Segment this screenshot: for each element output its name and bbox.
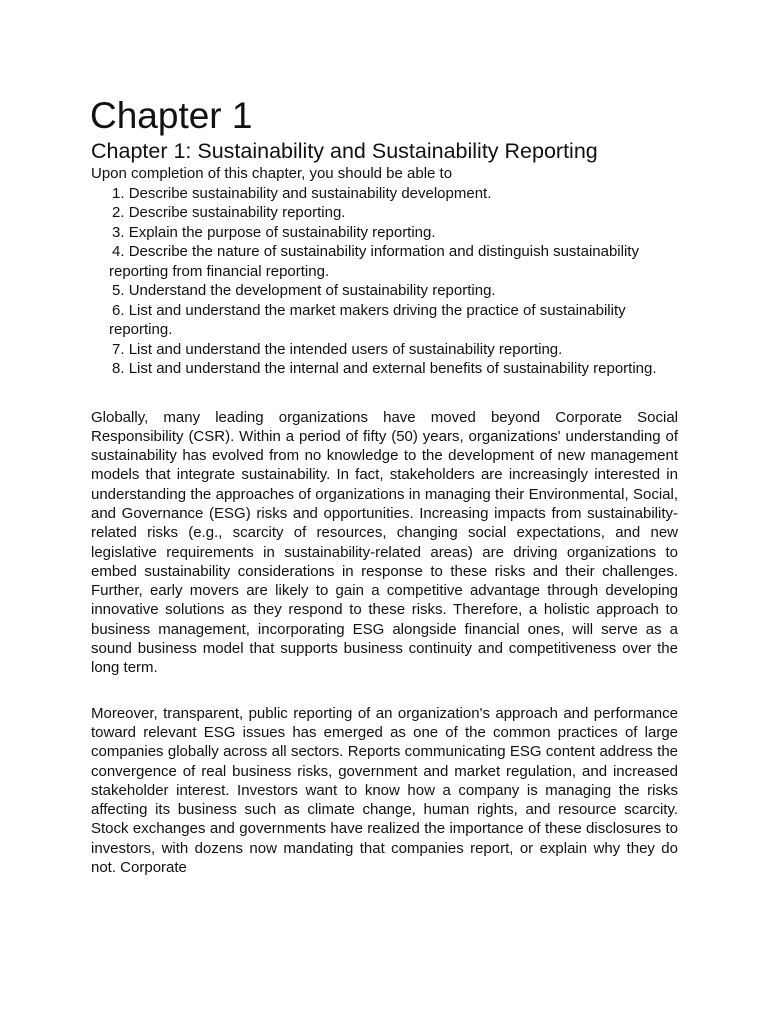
objective-number: 3.: [112, 223, 125, 241]
objective-text: List and understand the market makers driving the practice of sustainability reporting.: [109, 301, 626, 338]
objective-item: [109, 301, 678, 340]
objectives-intro: Upon completion of this chapter, you should be able to: [91, 165, 453, 182]
objective-item: [109, 340, 678, 360]
objective-text: Understand the development of sustainability reporting.: [128, 282, 496, 299]
chapter-subtitle: Chapter 1: Sustainability and Sustainability Reporting: [91, 139, 598, 163]
objective-text: List and understand the intended users of sustainability reporting.: [128, 340, 563, 358]
objective-number: 8.: [112, 360, 125, 377]
chapter-title: Chapter 1: [90, 95, 253, 136]
objective-number: 6.: [112, 301, 125, 319]
objective-number: 5.: [112, 282, 125, 299]
body-paragraph: Moreover, transparent, public reporting of an organization's approach and performance toward relevant ESG issues has emerged as one of the common practices of large companies globally across all sectors. Reports communicating ESG content address the convergence of real business risks, government and market regulation, and increased stakeholder interest. Investors want to know how a company is managing the risks affecting its business such as climate change, human rights, and resource scarcity. Stock exchanges and governments have realized the importance of these disclosures to investors, with dozens now mandating that companies report, or explain why they do not. Corporate: [91, 704, 678, 877]
objective-number: 4.: [112, 243, 125, 260]
objective-item: [109, 223, 678, 243]
objective-text: List and understand the internal and external benefits of sustainability reporting.: [128, 360, 657, 377]
objective-text: Describe sustainability reporting.: [128, 204, 346, 221]
objective-item: [109, 359, 678, 379]
objective-item: [109, 184, 678, 204]
objective-text: Describe sustainability and sustainability development.: [128, 184, 492, 202]
objective-text: Describe the nature of sustainability information and distinguish sustainability reporting from financial reporting.: [109, 243, 639, 280]
body-paragraph: Globally, many leading organizations have moved beyond Corporate Social Responsibility (CSR). Within a period of fifty (50) years, organizations' understanding of sustainability has evolved from no knowledge to the development of new management models that integrate sustainability. In fact, stakeholders are increasingly interested in understanding the approaches of organizations in managing their Environmental, Social, and Governance (ESG) risks and opportunities. Increasing impacts from sustainability-related risks (e.g., scarcity of resources, changing social expectations, and new legislative requirements in sustainability-related areas) are driving organizations to embed sustainability considerations in response to these risks and their challenges. Further, early movers are likely to gain a competitive advantage through developing innovative solutions as they respond to these risks. Therefore, a holistic approach to business management, incorporating ESG alongside financial ones, will serve as a sound business model that supports business continuity and competitiveness over the long term.: [91, 408, 678, 677]
objective-number: 7.: [112, 340, 125, 358]
objective-number: 1.: [112, 184, 125, 202]
objective-number: 2.: [112, 204, 125, 221]
objectives-list: [91, 184, 678, 379]
objective-item: [109, 242, 678, 281]
objective-item: [109, 203, 678, 223]
objective-item: [109, 281, 678, 301]
objective-text: Explain the purpose of sustainability reporting.: [128, 223, 436, 241]
